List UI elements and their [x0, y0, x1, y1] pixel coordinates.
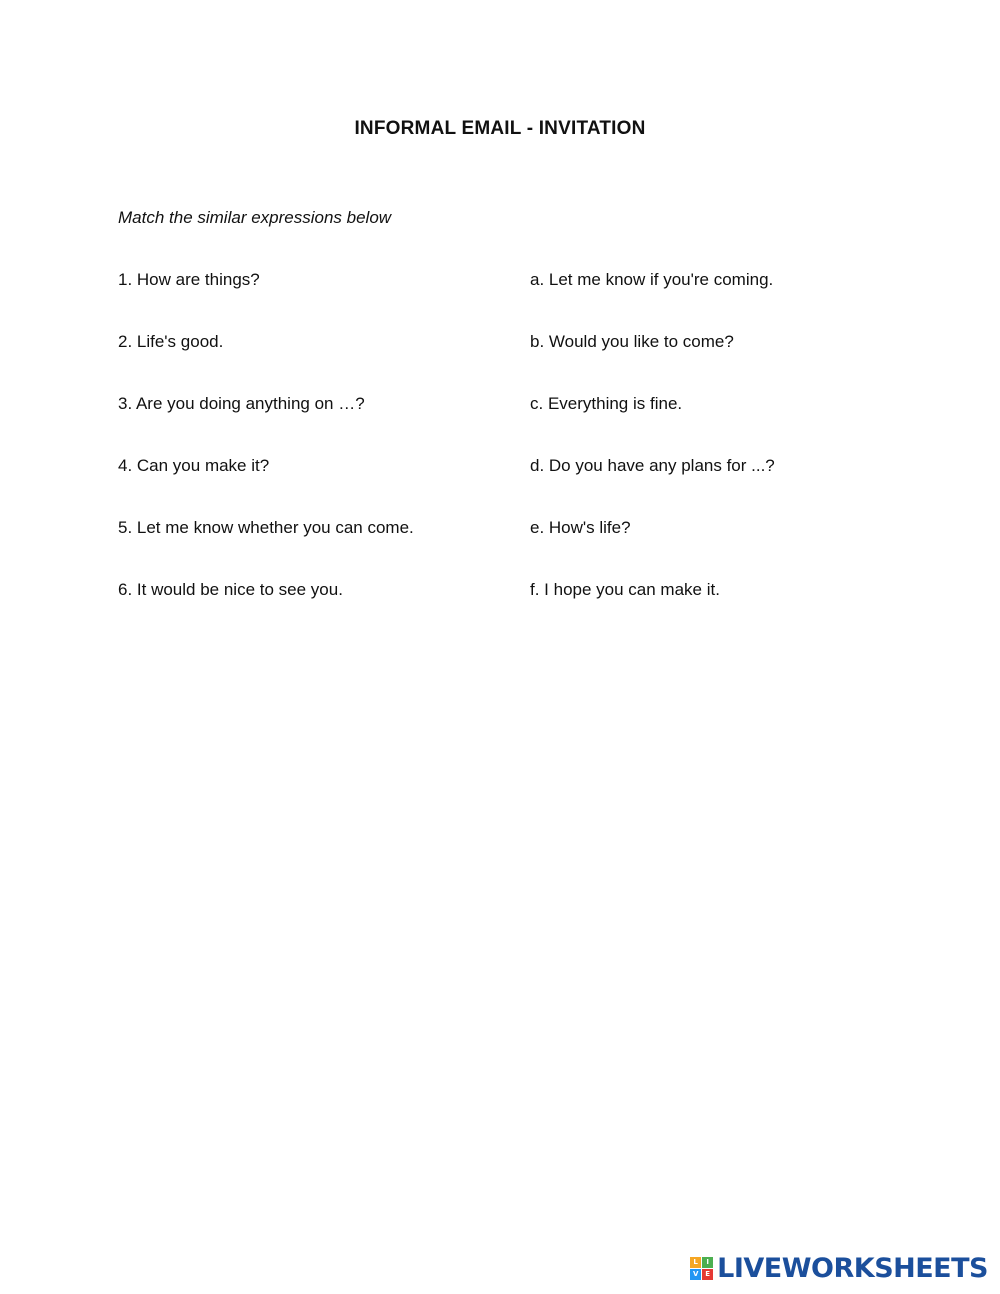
logo-mark-letter-l: L: [690, 1257, 701, 1268]
right-item-c: c. Everything is fine.: [530, 394, 683, 413]
right-item-b: b. Would you like to come?: [530, 332, 734, 351]
left-expressions-list: [118, 270, 414, 642]
right-expressions-list: [530, 270, 775, 642]
left-item-6: 6. It would be nice to see you.: [118, 580, 343, 599]
left-item-5: 5. Let me know whether you can come.: [118, 518, 414, 537]
right-item-f: f. I hope you can make it.: [530, 580, 720, 599]
logo-mark-letter-i: I: [702, 1257, 713, 1268]
left-item-3: 3. Are you doing anything on …?: [118, 394, 365, 413]
left-item-2: 2. Life's good.: [118, 332, 224, 351]
right-item-d: d. Do you have any plans for ...?: [530, 456, 775, 475]
liveworksheets-logo: [690, 1253, 988, 1284]
logo-wordmark: LIVEWORKSHEETS: [717, 1253, 988, 1284]
logo-mark-letter-v: V: [690, 1269, 701, 1280]
logo-mark-icon: [690, 1257, 713, 1280]
page-title: INFORMAL EMAIL - INVITATION: [354, 118, 646, 139]
left-item-1: 1. How are things?: [118, 270, 260, 289]
left-item-4: 4. Can you make it?: [118, 456, 270, 475]
instruction-text: Match the similar expressions below: [118, 208, 392, 227]
right-item-a: a. Let me know if you're coming.: [530, 270, 774, 289]
right-item-e: e. How's life?: [530, 518, 631, 537]
logo-mark-letter-e: E: [702, 1269, 713, 1280]
